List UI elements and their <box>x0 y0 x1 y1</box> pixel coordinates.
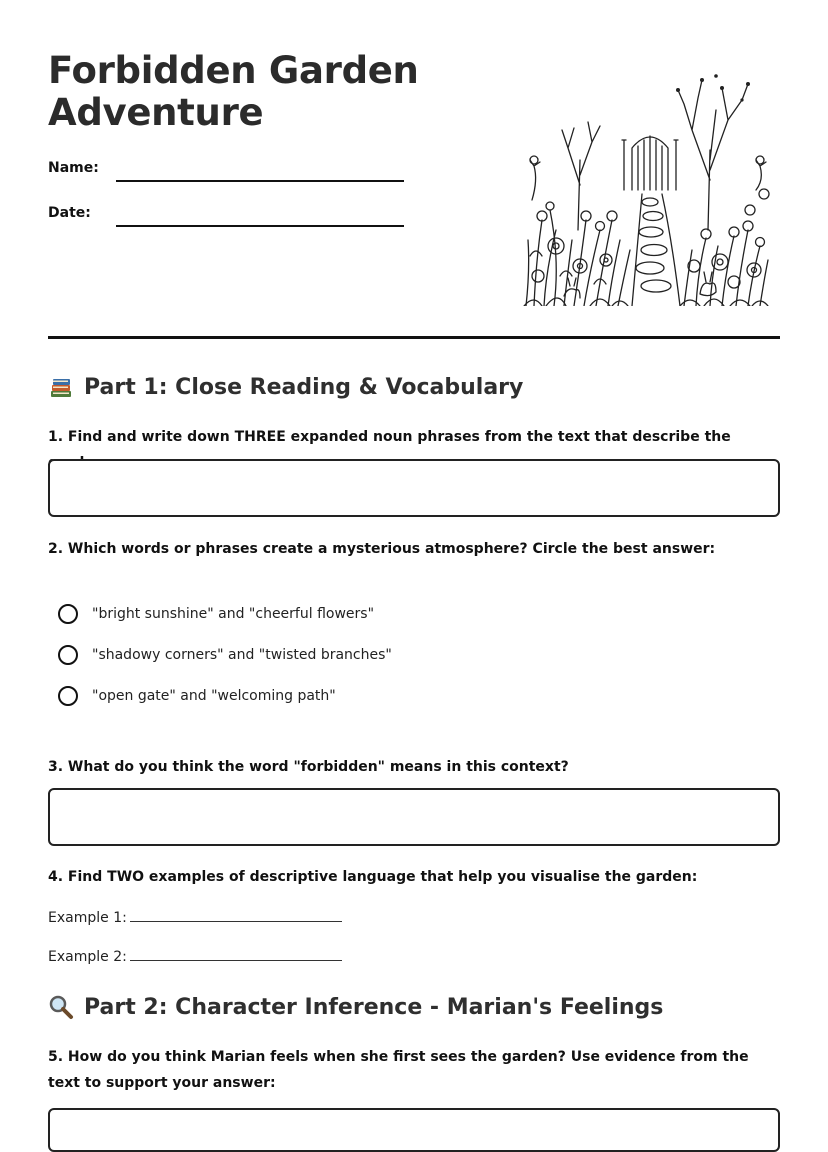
title-line-2: Adventure <box>48 91 264 134</box>
title-line-1: Forbidden Garden <box>48 49 419 92</box>
part1-heading-text: Part 1: Close Reading & Vocabulary <box>84 374 524 400</box>
date-label: Date: <box>48 205 91 221</box>
example-1-line[interactable] <box>48 909 342 926</box>
garden-illustration <box>520 70 772 306</box>
option-1-radio[interactable] <box>58 604 78 624</box>
question-5: 5. How do you think Marian feels when she first sees the garden? Use evidence from the text to support your answer: <box>48 1049 749 1091</box>
example-1-label: Example 1: <box>48 910 127 926</box>
magnifying-glass-icon <box>48 994 74 1020</box>
option-2[interactable] <box>58 645 392 665</box>
worksheet-title <box>48 50 419 134</box>
part2-heading-text: Part 2: Character Inference - Marian's Feelings <box>84 994 664 1020</box>
option-3-radio[interactable] <box>58 686 78 706</box>
option-1-label: "bright sunshine" and "cheerful flowers" <box>92 606 375 622</box>
option-3-label: "open gate" and "welcoming path" <box>92 688 336 704</box>
name-field-line[interactable] <box>116 180 404 182</box>
example-2-blank[interactable] <box>130 948 342 961</box>
example-2-label: Example 2: <box>48 949 127 965</box>
option-2-label: "shadowy corners" and "twisted branches" <box>92 647 392 663</box>
answer-box-3[interactable] <box>48 788 780 846</box>
books-icon <box>48 374 74 400</box>
part2-heading <box>48 994 663 1020</box>
example-2-line[interactable] <box>48 948 342 965</box>
example-1-blank[interactable] <box>130 909 342 922</box>
question-4: 4. Find TWO examples of descriptive language that help you visualise the garden: <box>48 869 698 885</box>
option-3[interactable] <box>58 686 336 706</box>
question-3: 3. What do you think the word "forbidden" means in this context? <box>48 759 569 775</box>
option-1[interactable] <box>58 604 374 624</box>
header-divider <box>48 336 780 339</box>
date-field-line[interactable] <box>116 225 404 227</box>
question-2: 2. Which words or phrases create a mysterious atmosphere? Circle the best answer: <box>48 541 716 557</box>
answer-box-1[interactable] <box>48 459 780 517</box>
part1-heading <box>48 374 523 400</box>
option-2-radio[interactable] <box>58 645 78 665</box>
name-label: Name: <box>48 160 99 176</box>
answer-box-5[interactable] <box>48 1108 780 1152</box>
question-1: 1. Find and write down THREE expanded noun phrases from the text that describe the <box>48 429 731 445</box>
